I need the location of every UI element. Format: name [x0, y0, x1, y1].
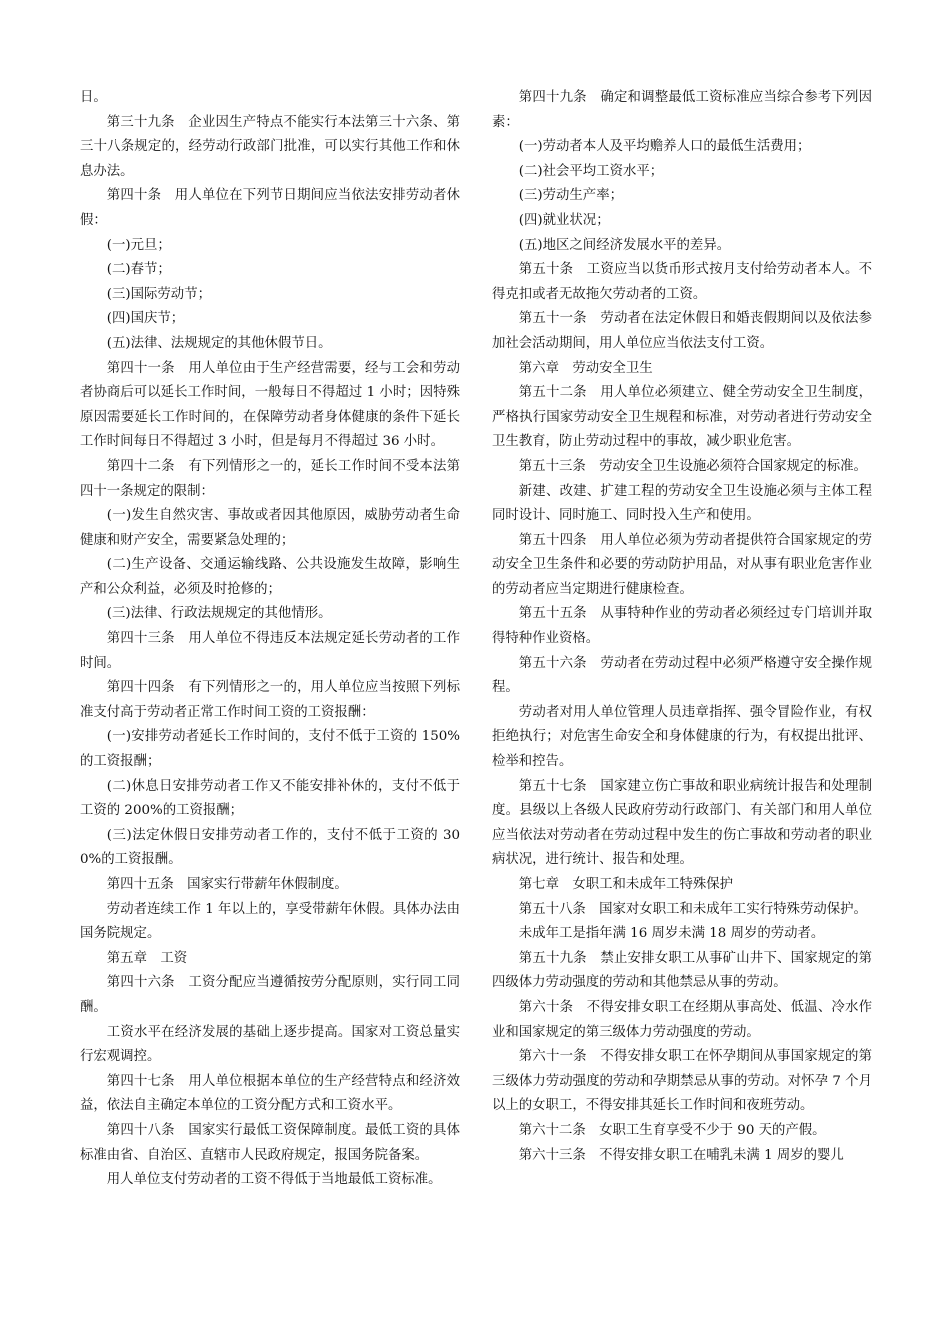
paragraph: 第六十一条 不得安排女职工在怀孕期间从事国家规定的第三级体力劳动强度的劳动和孕期禁忌从事的劳动。对怀孕 7 个月以上的女职工，不得安排其延长工作时间和夜班劳动。 — [492, 1049, 872, 1114]
paragraph: 第四十六条 工资分配应当遵循按劳分配原则，实行同工同酬。 — [80, 975, 460, 1015]
paragraph: 劳动者连续工作 1 年以上的，享受带薪年休假。具体办法由国务院规定。 — [80, 901, 460, 942]
paragraph: 第四十三条 用人单位不得违反本法规定延长劳动者的工作时间。 — [80, 631, 460, 671]
paragraph: 第五十二条 用人单位必须建立、健全劳动安全卫生制度，严格执行国家劳动安全卫生规程和标准，对劳动者进行劳动安全卫生教育，防止劳动过程中的事故，减少职业危害。 — [492, 385, 872, 450]
paragraph: 第四十一条 用人单位由于生产经营需要，经与工会和劳动者协商后可以延长工作时间，一般每日不得超过 1 小时；因特殊原因需要延长工作时间的，在保障劳动者身体健康的条件下延长工作时间每日不得超过 3 小时，但是每月不得超过 36 小时。 — [80, 360, 460, 450]
list-item: (五)地区之间经济发展水平的差异。 — [518, 237, 731, 253]
paragraph: 第六十条 不得安排女职工在经期从事高处、低温、冷水作业和国家规定的第三级体力劳动强度的劳动。 — [492, 999, 872, 1040]
paragraph: 日。 — [80, 90, 107, 105]
paragraph: 第五十六条 劳动者在劳动过程中必须严格遵守安全操作规程。 — [492, 655, 872, 696]
list-item: (一)劳动者本人及平均赡养人口的最低生活费用； — [518, 139, 811, 155]
paragraph: 第五十四条 用人单位必须为劳动者提供符合国家规定的劳动安全卫生条件和必要的劳动防护用品，对从事有职业危害作业的劳动者应当定期进行健康检查。 — [492, 532, 872, 597]
right-column — [492, 86, 872, 1168]
list-item: (一)发生自然灾害、事故或者因其他原因，威胁劳动者生命健康和财产安全，需要紧急处理的； — [80, 508, 460, 548]
list-item: (二)生产设备、交通运输线路、公共设施发生故障，影响生产和公众利益，必须及时抢修的； — [80, 557, 460, 597]
paragraph: 第四十条 用人单位在下列节日期间应当依法安排劳动者休假： — [80, 188, 460, 228]
left-column — [80, 86, 460, 1193]
list-item: (一)元旦； — [106, 237, 171, 253]
paragraph: 第五十五条 从事特种作业的劳动者必须经过专门培训并取得特种作业资格。 — [492, 606, 872, 647]
list-item: (五)法律、法规规定的其他休假节日。 — [106, 335, 332, 351]
paragraph: 第五十八条 国家对女职工和未成年工实行特殊劳动保护。 — [518, 901, 867, 917]
paragraph: 第五十三条 劳动安全卫生设施必须符合国家规定的标准。 — [518, 458, 867, 474]
paragraph: 未成年工是指年满 16 周岁未满 18 周岁的劳动者。 — [518, 926, 825, 942]
paragraph: 第四十九条 确定和调整最低工资标准应当综合参考下列因素： — [492, 90, 872, 130]
chapter-heading: 第七章 女职工和未成年工特殊保护 — [518, 877, 734, 892]
paragraph: 第六十二条 女职工生育享受不少于 90 天的产假。 — [518, 1122, 826, 1138]
chapter-heading: 第六章 劳动安全卫生 — [518, 360, 653, 376]
list-item: (三)劳动生产率； — [518, 188, 623, 204]
list-item: (三)法定休假日安排劳动者工作的，支付不低于工资的 300%的工资报酬。 — [80, 827, 460, 868]
paragraph: 第五十七条 国家建立伤亡事故和职业病统计报告和处理制度。县级以上各级人民政府劳动行政部门、有关部门和用人单位应当依法对劳动者在劳动过程中发生的伤亡事故和劳动者的职业病状况，进行统计、报告和处理。 — [492, 778, 872, 868]
paragraph: 劳动者对用人单位管理人员违章指挥、强令冒险作业，有权拒绝执行；对危害生命安全和身体健康的行为，有权提出批评、检举和控告。 — [492, 704, 872, 770]
paragraph: 第四十二条 有下列情形之一的，延长工作时间不受本法第四十一条规定的限制： — [80, 458, 460, 499]
paragraph: 第四十八条 国家实行最低工资保障制度。最低工资的具体标准由省、自治区、直辖市人民政府规定，报国务院备案。 — [80, 1122, 460, 1163]
paragraph: 第五十九条 禁止安排女职工从事矿山井下、国家规定的第四级体力劳动强度的劳动和其他禁忌从事的劳动。 — [492, 950, 872, 991]
paragraph: 新建、改建、扩建工程的劳动安全卫生设施必须与主体工程同时设计、同时施工、同时投入生产和使用。 — [492, 483, 872, 524]
paragraph: 第四十七条 用人单位根据本单位的生产经营特点和经济效益，依法自主确定本单位的工资分配方式和工资水平。 — [80, 1073, 460, 1114]
list-item: (二)春节； — [106, 262, 171, 278]
paragraph: 第五十条 工资应当以货币形式按月支付给劳动者本人。不得克扣或者无故拖欠劳动者的工资。 — [492, 262, 872, 302]
paragraph: 第五十一条 劳动者在法定休假日和婚丧假期间以及依法参加社会活动期间，用人单位应当依法支付工资。 — [492, 311, 872, 351]
list-item: (二)休息日安排劳动者工作又不能安排补休的，支付不低于工资的 200%的工资报酬； — [80, 778, 460, 819]
paragraph: 用人单位支付劳动者的工资不得低于当地最低工资标准。 — [106, 1172, 442, 1188]
paragraph: 第四十四条 有下列情形之一的，用人单位应当按照下列标准支付高于劳动者正常工作时间工资的工资报酬： — [80, 680, 460, 720]
list-item: (三)国际劳动节； — [106, 286, 211, 302]
paragraph: 第六十三条 不得安排女职工在哺乳未满 1 周岁的婴儿 — [518, 1147, 844, 1163]
list-item: (三)法律、行政法规规定的其他情形。 — [106, 606, 332, 622]
list-item: (二)社会平均工资水平； — [518, 163, 664, 179]
paragraph: 第三十九条 企业因生产特点不能实行本法第三十六条、第三十八条规定的，经劳动行政部门批准，可以实行其他工作和休息办法。 — [80, 114, 460, 179]
chapter-heading: 第五章 工资 — [106, 950, 188, 966]
paragraph: 工资水平在经济发展的基础上逐步提高。国家对工资总量实行宏观调控。 — [80, 1024, 460, 1065]
list-item: (一)安排劳动者延长工作时间的，支付不低于工资的 150%的工资报酬； — [80, 729, 460, 770]
paragraph: 第四十五条 国家实行带薪年休假制度。 — [106, 877, 348, 892]
list-item: (四)国庆节； — [106, 311, 185, 327]
list-item: (四)就业状况； — [518, 212, 610, 228]
